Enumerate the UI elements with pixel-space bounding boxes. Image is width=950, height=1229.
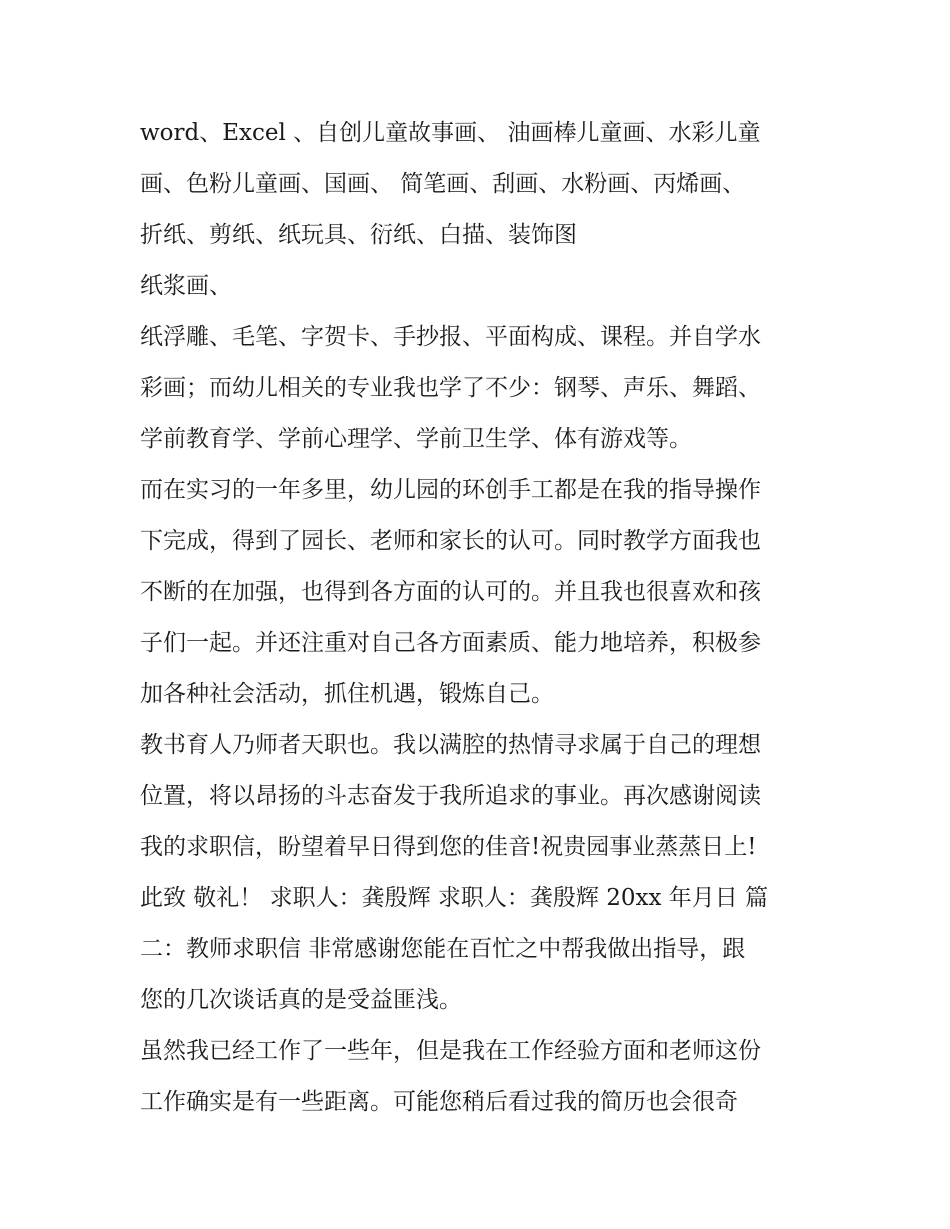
text-line-17: 二：教师求职信 非常感谢您能在百忙之中帮我做出指导，跟 [140,936,746,962]
text-line-13: 教书育人乃师者天职也。我以满腔的热情寻求属于自己的理想 [140,732,761,758]
text-line-9: 下完成，得到了园长、老师和家长的认可。同时教学方面我也 [140,528,761,554]
text-line-20: 工作确实是有一些距离。可能您稍后看过我的简历也会很奇 [140,1089,738,1115]
text-line-6: 彩画；而幼儿相关的专业我也学了不少：钢琴、声乐、舞蹈、 [140,375,761,401]
text-line-15: 我的求职信，盼望着早日得到您的佳音!祝贵园事业蒸蒸日上! [140,834,757,860]
text-line-4: 纸浆画、 [140,273,232,299]
text-line-1: word、Excel 、自创儿童故事画、 油画棒儿童画、水彩儿童 [140,120,761,146]
text-line-5: 纸浮雕、毛笔、字贺卡、手抄报、平面构成、课程。并自学水 [140,324,761,350]
text-line-16: 此致 敬礼！ 求职人：龚殷辉 求职人：龚殷辉 20xx 年月日 篇 [140,885,769,911]
text-line-10: 不断的在加强，也得到各方面的认可的。并且我也很喜欢和孩 [140,579,761,605]
text-line-14: 位置，将以昂扬的斗志奋发于我所追求的事业。再次感谢阅读 [140,783,761,809]
text-line-19: 虽然我已经工作了一些年，但是我在工作经验方面和老师这份 [140,1038,761,1064]
text-line-12: 加各种社会活动，抓住机遇，锻炼自己。 [140,681,554,707]
text-line-8: 而在实习的一年多里，幼儿园的环创手工都是在我的指导操作 [140,477,761,503]
text-line-11: 子们一起。并还注重对自己各方面素质、能力地培养，积极参 [140,630,761,656]
text-line-3: 折纸、剪纸、纸玩具、衍纸、白描、装饰图 [140,222,577,248]
text-line-7: 学前教育学、学前心理学、学前卫生学、体有游戏等。 [140,426,692,452]
text-line-2: 画、色粉儿童画、国画、 简笔画、刮画、水粉画、丙烯画、 [140,171,746,197]
document-body [140,108,820,1128]
text-line-18: 您的几次谈话真的是受益匪浅。 [140,987,462,1013]
